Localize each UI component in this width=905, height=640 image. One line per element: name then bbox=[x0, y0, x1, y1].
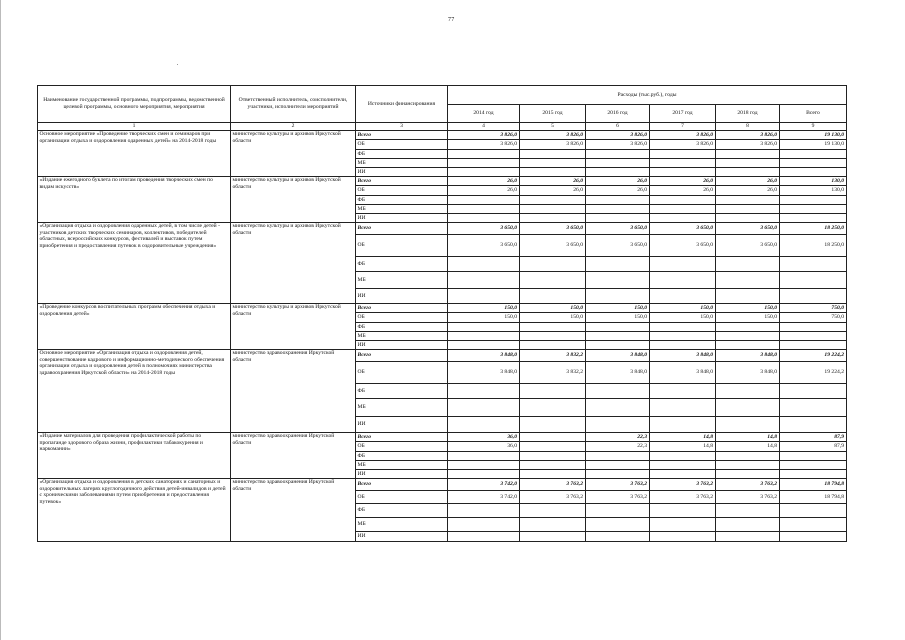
funding-source: ИИ bbox=[356, 341, 448, 350]
amount-cell bbox=[716, 272, 780, 289]
amount-cell bbox=[520, 470, 586, 479]
amount-cell bbox=[650, 384, 716, 399]
funding-source: ИИ bbox=[356, 289, 448, 304]
amount-cell: 14,8 bbox=[716, 433, 780, 442]
amount-cell: 3 826,0 bbox=[586, 131, 650, 140]
amount-cell bbox=[448, 504, 520, 518]
amount-cell: 14,8 bbox=[650, 442, 716, 452]
amount-cell: 14,8 bbox=[650, 433, 716, 442]
amount-cell bbox=[716, 214, 780, 223]
amount-cell bbox=[520, 159, 586, 168]
funding-source: ФБ bbox=[356, 452, 448, 461]
amount-cell: 26,0 bbox=[650, 186, 716, 196]
amount-cell: 150,0 bbox=[650, 304, 716, 313]
amount-cell: 3 848,0 bbox=[586, 362, 650, 384]
funding-source: МБ bbox=[356, 461, 448, 470]
amount-total-cell bbox=[780, 470, 847, 479]
amount-cell bbox=[520, 214, 586, 223]
amount-cell: 150,0 bbox=[586, 313, 650, 323]
amount-total-cell bbox=[780, 532, 847, 542]
amount-cell bbox=[520, 341, 586, 350]
amount-cell bbox=[448, 518, 520, 532]
funding-source: ОБ bbox=[356, 235, 448, 257]
measure-name: Основное мероприятие «Организация отдыха и оздоровления детей, совершенствование кадрового и информационно-методического обеспечения организации отдыха и оздоровления детей в полномочиях министерства здравоохранения Иркутской области» на 2014-2018 годы bbox=[38, 350, 231, 433]
amount-cell: 3 848,0 bbox=[650, 362, 716, 384]
amount-cell: 3 848,0 bbox=[716, 350, 780, 362]
amount-cell bbox=[586, 205, 650, 214]
amount-cell: 3 650,0 bbox=[716, 235, 780, 257]
funding-source: ОБ bbox=[356, 442, 448, 452]
amount-cell bbox=[520, 150, 586, 159]
header-year-2015: 2015 год bbox=[520, 105, 586, 123]
scan-dot bbox=[177, 64, 178, 65]
funding-source: Всего bbox=[356, 350, 448, 362]
amount-cell bbox=[448, 289, 520, 304]
amount-cell bbox=[448, 332, 520, 341]
amount-total-cell bbox=[780, 399, 847, 417]
budget-table bbox=[37, 85, 847, 542]
amount-cell bbox=[448, 272, 520, 289]
amount-cell: 3 848,0 bbox=[650, 350, 716, 362]
amount-total-cell: 750,0 bbox=[780, 313, 847, 323]
amount-cell bbox=[586, 399, 650, 417]
amount-cell: 26,0 bbox=[448, 177, 520, 186]
column-index: 3 bbox=[356, 123, 448, 131]
amount-cell: 3 650,0 bbox=[586, 223, 650, 235]
amount-cell: 3 742,0 bbox=[448, 479, 520, 491]
amount-cell bbox=[448, 214, 520, 223]
amount-cell bbox=[586, 532, 650, 542]
amount-cell: 150,0 bbox=[716, 304, 780, 313]
table-row bbox=[38, 304, 847, 313]
funding-source: ИИ bbox=[356, 168, 448, 177]
amount-cell: 3 650,0 bbox=[716, 223, 780, 235]
amount-cell bbox=[716, 452, 780, 461]
amount-cell bbox=[650, 323, 716, 332]
funding-source: ФБ bbox=[356, 196, 448, 205]
amount-total-cell bbox=[780, 214, 847, 223]
amount-total-cell: 130,0 bbox=[780, 186, 847, 196]
funding-source: Всего bbox=[356, 223, 448, 235]
amount-cell bbox=[716, 461, 780, 470]
amount-cell: 26,0 bbox=[586, 177, 650, 186]
amount-cell bbox=[650, 470, 716, 479]
amount-cell: 3 763,2 bbox=[716, 491, 780, 504]
table-row bbox=[38, 223, 847, 235]
amount-cell bbox=[650, 257, 716, 272]
amount-cell bbox=[650, 332, 716, 341]
amount-cell bbox=[716, 470, 780, 479]
funding-source: ОБ bbox=[356, 491, 448, 504]
amount-cell bbox=[716, 150, 780, 159]
amount-cell: 3 763,2 bbox=[586, 491, 650, 504]
amount-cell bbox=[520, 417, 586, 433]
column-index: 6 bbox=[586, 123, 650, 131]
amount-cell: 26,0 bbox=[586, 186, 650, 196]
measure-name: «Издание материалов для проведения профилактической работы по пропаганде здорового образа жизни, профилактики табакокурения и наркомании» bbox=[38, 433, 231, 479]
header-expenses: Расходы (тыс.руб.), годы bbox=[448, 86, 847, 105]
amount-total-cell: 18 794,8 bbox=[780, 491, 847, 504]
measure-executor: министерство культуры и архивов Иркутской области bbox=[231, 177, 356, 223]
amount-cell: 3 650,0 bbox=[586, 235, 650, 257]
funding-source: ИИ bbox=[356, 417, 448, 433]
amount-cell: 3 826,0 bbox=[586, 140, 650, 150]
amount-cell bbox=[586, 461, 650, 470]
amount-cell bbox=[650, 452, 716, 461]
amount-cell bbox=[716, 417, 780, 433]
funding-source: Всего bbox=[356, 304, 448, 313]
amount-cell bbox=[586, 323, 650, 332]
amount-cell: 150,0 bbox=[586, 304, 650, 313]
amount-cell: 3 763,2 bbox=[650, 479, 716, 491]
amount-total-cell: 750,0 bbox=[780, 304, 847, 313]
amount-total-cell bbox=[780, 168, 847, 177]
column-index: 7 bbox=[650, 123, 716, 131]
amount-total-cell bbox=[780, 289, 847, 304]
amount-cell bbox=[586, 159, 650, 168]
funding-source: МБ bbox=[356, 518, 448, 532]
amount-cell bbox=[650, 399, 716, 417]
amount-cell bbox=[716, 159, 780, 168]
amount-cell bbox=[520, 461, 586, 470]
header-year-2016: 2016 год bbox=[586, 105, 650, 123]
amount-total-cell: 19 224,2 bbox=[780, 362, 847, 384]
funding-source: Всего bbox=[356, 177, 448, 186]
measure-name: «Проведение конкурсов воспитательных программ обеспечения отдыха и оздоровления детей» bbox=[38, 304, 231, 350]
amount-total-cell bbox=[780, 205, 847, 214]
column-index: 5 bbox=[520, 123, 586, 131]
amount-cell bbox=[716, 196, 780, 205]
funding-source: ОБ bbox=[356, 313, 448, 323]
table-header bbox=[38, 86, 847, 131]
amount-cell: 26,0 bbox=[520, 186, 586, 196]
amount-cell bbox=[586, 518, 650, 532]
table-body bbox=[38, 131, 847, 542]
amount-cell bbox=[586, 332, 650, 341]
amount-total-cell bbox=[780, 504, 847, 518]
amount-total-cell: 18 250,0 bbox=[780, 223, 847, 235]
funding-source: Всего bbox=[356, 131, 448, 140]
funding-source: ОБ bbox=[356, 186, 448, 196]
amount-cell bbox=[650, 417, 716, 433]
amount-cell: 150,0 bbox=[650, 313, 716, 323]
amount-cell bbox=[586, 452, 650, 461]
amount-cell bbox=[650, 532, 716, 542]
amount-cell: 3 826,0 bbox=[520, 131, 586, 140]
amount-cell bbox=[586, 168, 650, 177]
funding-source: ИИ bbox=[356, 214, 448, 223]
amount-cell: 22,3 bbox=[586, 433, 650, 442]
amount-cell bbox=[586, 150, 650, 159]
amount-cell bbox=[716, 532, 780, 542]
measure-executor: министерство здравоохранения Иркутской области bbox=[231, 350, 356, 433]
amount-cell: 3 832,2 bbox=[520, 362, 586, 384]
amount-total-cell bbox=[780, 461, 847, 470]
funding-source: МБ bbox=[356, 159, 448, 168]
amount-cell: 3 650,0 bbox=[650, 235, 716, 257]
amount-cell bbox=[586, 196, 650, 205]
measure-name: «Организация отдыха и оздоровления одаренных детей, в том числе детей - участников детских творческих семинаров, коллективов, победителей областных, всероссийских конкурсов, фестивалей и выставок путем приобретения и предоставления путевок в оздоровительные учреждения» bbox=[38, 223, 231, 304]
funding-source: ФБ bbox=[356, 323, 448, 332]
funding-source: ФБ bbox=[356, 504, 448, 518]
measure-executor: министерство культуры и архивов Иркутской области bbox=[231, 304, 356, 350]
column-index: 1 bbox=[38, 123, 231, 131]
amount-cell bbox=[650, 159, 716, 168]
amount-cell bbox=[520, 168, 586, 177]
measure-name: «Издание ежегодного буклета по итогам проведения творческих смен по видам искусств» bbox=[38, 177, 231, 223]
amount-cell bbox=[586, 289, 650, 304]
column-index-row bbox=[38, 123, 847, 131]
amount-total-cell: 18 250,0 bbox=[780, 235, 847, 257]
amount-cell bbox=[650, 168, 716, 177]
measure-executor: министерство культуры и архивов Иркутской области bbox=[231, 131, 356, 177]
amount-total-cell bbox=[780, 341, 847, 350]
funding-source: МБ bbox=[356, 272, 448, 289]
amount-total-cell: 130,0 bbox=[780, 177, 847, 186]
measure-name: Основное мероприятие «Проведение творческих смен и семинаров при организации отдыха и оздоровления одаренных детей» на 2014-2018 годы bbox=[38, 131, 231, 177]
amount-total-cell bbox=[780, 384, 847, 399]
amount-cell bbox=[716, 323, 780, 332]
amount-cell bbox=[520, 272, 586, 289]
amount-cell: 3 848,0 bbox=[448, 362, 520, 384]
amount-cell: 22,3 bbox=[586, 442, 650, 452]
amount-cell bbox=[520, 196, 586, 205]
funding-source: ФБ bbox=[356, 257, 448, 272]
amount-cell bbox=[716, 168, 780, 177]
column-index: 8 bbox=[716, 123, 780, 131]
amount-cell bbox=[586, 470, 650, 479]
header-total: Всего bbox=[780, 105, 847, 123]
amount-total-cell bbox=[780, 159, 847, 168]
amount-cell bbox=[448, 205, 520, 214]
amount-cell bbox=[650, 461, 716, 470]
amount-cell bbox=[650, 272, 716, 289]
amount-cell bbox=[448, 399, 520, 417]
amount-cell bbox=[448, 470, 520, 479]
amount-cell: 150,0 bbox=[520, 304, 586, 313]
amount-cell bbox=[520, 399, 586, 417]
amount-cell bbox=[650, 518, 716, 532]
funding-source: МБ bbox=[356, 332, 448, 341]
amount-cell: 150,0 bbox=[448, 313, 520, 323]
table-row bbox=[38, 433, 847, 442]
amount-cell: 26,0 bbox=[520, 177, 586, 186]
table-row bbox=[38, 479, 847, 491]
amount-total-cell bbox=[780, 257, 847, 272]
amount-total-cell bbox=[780, 452, 847, 461]
amount-cell: 3 826,0 bbox=[650, 140, 716, 150]
amount-cell: 3 826,0 bbox=[448, 131, 520, 140]
funding-source: ИИ bbox=[356, 470, 448, 479]
amount-cell bbox=[448, 168, 520, 177]
amount-cell: 3 763,2 bbox=[650, 491, 716, 504]
amount-cell: 3 763,2 bbox=[520, 479, 586, 491]
measure-executor: министерство здравоохранения Иркутской области bbox=[231, 479, 356, 542]
amount-cell bbox=[650, 214, 716, 223]
amount-cell bbox=[586, 214, 650, 223]
amount-cell: 26,0 bbox=[716, 186, 780, 196]
amount-cell bbox=[520, 257, 586, 272]
amount-cell: 26,0 bbox=[716, 177, 780, 186]
funding-source: ФБ bbox=[356, 150, 448, 159]
amount-cell bbox=[520, 504, 586, 518]
funding-source: ОБ bbox=[356, 362, 448, 384]
amount-cell bbox=[448, 452, 520, 461]
amount-cell bbox=[716, 384, 780, 399]
amount-cell: 3 763,2 bbox=[586, 479, 650, 491]
funding-source: Всего bbox=[356, 433, 448, 442]
funding-source: ИИ bbox=[356, 532, 448, 542]
amount-cell: 3 832,2 bbox=[520, 350, 586, 362]
amount-cell: 3 742,0 bbox=[448, 491, 520, 504]
amount-cell: 3 826,0 bbox=[650, 131, 716, 140]
funding-source: МБ bbox=[356, 399, 448, 417]
table-row bbox=[38, 177, 847, 186]
amount-cell bbox=[448, 532, 520, 542]
measure-executor: министерство здравоохранения Иркутской области bbox=[231, 433, 356, 479]
amount-cell bbox=[448, 196, 520, 205]
amount-cell: 3 650,0 bbox=[448, 235, 520, 257]
column-index: 4 bbox=[448, 123, 520, 131]
funding-source: МБ bbox=[356, 205, 448, 214]
scan-edge bbox=[0, 0, 1, 640]
amount-cell bbox=[448, 150, 520, 159]
amount-cell: 3 763,2 bbox=[520, 491, 586, 504]
amount-total-cell bbox=[780, 323, 847, 332]
header-executor: Ответственный исполнитель, соисполнители, участники, исполнители мероприятий bbox=[231, 86, 356, 123]
header-source: Источники финансирования bbox=[356, 86, 448, 123]
amount-total-cell bbox=[780, 272, 847, 289]
table-row bbox=[38, 131, 847, 140]
amount-cell bbox=[520, 532, 586, 542]
measure-name: «Организация отдыха и оздоровления в детских санаториях и санаторных и оздоровительных лагерях круглогодичного действия детей-инвалидов и детей с хроническими заболеваниями путем приобретения и предоставления путевок» bbox=[38, 479, 231, 542]
amount-cell bbox=[586, 384, 650, 399]
amount-cell bbox=[448, 384, 520, 399]
amount-cell bbox=[716, 289, 780, 304]
amount-cell bbox=[716, 341, 780, 350]
amount-cell bbox=[650, 150, 716, 159]
amount-total-cell: 18 794,8 bbox=[780, 479, 847, 491]
amount-cell bbox=[650, 196, 716, 205]
amount-cell: 150,0 bbox=[448, 304, 520, 313]
amount-cell bbox=[716, 332, 780, 341]
amount-cell bbox=[520, 433, 586, 442]
measure-executor: министерство культуры и архивов Иркутской области bbox=[231, 223, 356, 304]
amount-cell bbox=[448, 341, 520, 350]
amount-cell bbox=[586, 341, 650, 350]
amount-cell bbox=[586, 257, 650, 272]
amount-cell: 3 848,0 bbox=[586, 350, 650, 362]
funding-source: ОБ bbox=[356, 140, 448, 150]
amount-total-cell: 87,9 bbox=[780, 442, 847, 452]
amount-cell bbox=[520, 384, 586, 399]
amount-cell bbox=[520, 205, 586, 214]
table-row bbox=[38, 350, 847, 362]
amount-cell: 3 650,0 bbox=[520, 223, 586, 235]
header-year-2014: 2014 год bbox=[448, 105, 520, 123]
amount-cell bbox=[520, 442, 586, 452]
amount-cell bbox=[520, 518, 586, 532]
amount-cell bbox=[448, 257, 520, 272]
amount-cell: 3 826,0 bbox=[716, 131, 780, 140]
header-year-2017: 2017 год bbox=[650, 105, 716, 123]
amount-cell: 36,0 bbox=[448, 433, 520, 442]
amount-total-cell: 19 130,0 bbox=[780, 131, 847, 140]
amount-cell bbox=[448, 159, 520, 168]
amount-cell: 150,0 bbox=[716, 313, 780, 323]
amount-cell: 3 826,0 bbox=[716, 140, 780, 150]
column-index: 2 bbox=[231, 123, 356, 131]
amount-cell: 150,0 bbox=[520, 313, 586, 323]
funding-source: ФБ bbox=[356, 384, 448, 399]
amount-cell: 3 763,2 bbox=[716, 479, 780, 491]
amount-cell bbox=[716, 205, 780, 214]
amount-cell: 3 848,0 bbox=[448, 350, 520, 362]
amount-cell: 3 650,0 bbox=[448, 223, 520, 235]
amount-cell bbox=[520, 323, 586, 332]
amount-cell bbox=[650, 341, 716, 350]
amount-cell: 36,0 bbox=[448, 442, 520, 452]
amount-cell bbox=[520, 452, 586, 461]
amount-cell: 14,8 bbox=[716, 442, 780, 452]
amount-cell bbox=[586, 417, 650, 433]
amount-cell: 3 848,0 bbox=[716, 362, 780, 384]
amount-total-cell bbox=[780, 417, 847, 433]
amount-cell bbox=[448, 417, 520, 433]
amount-cell bbox=[650, 205, 716, 214]
amount-cell bbox=[448, 323, 520, 332]
funding-source: Всего bbox=[356, 479, 448, 491]
amount-cell: 3 826,0 bbox=[448, 140, 520, 150]
amount-cell bbox=[448, 461, 520, 470]
amount-total-cell bbox=[780, 150, 847, 159]
header-name: Наименование государственной программы, подпрограммы, ведомственной целевой программы, основного мероприятия, мероприятия bbox=[38, 86, 231, 123]
header-year-2018: 2018 год bbox=[716, 105, 780, 123]
amount-cell bbox=[650, 289, 716, 304]
amount-total-cell bbox=[780, 332, 847, 341]
amount-cell: 26,0 bbox=[448, 186, 520, 196]
column-index: 9 bbox=[780, 123, 847, 131]
amount-total-cell: 87,9 bbox=[780, 433, 847, 442]
amount-cell bbox=[716, 257, 780, 272]
amount-cell bbox=[716, 518, 780, 532]
amount-cell: 3 826,0 bbox=[520, 140, 586, 150]
amount-cell: 3 650,0 bbox=[650, 223, 716, 235]
amount-total-cell: 19 130,0 bbox=[780, 140, 847, 150]
amount-cell bbox=[586, 272, 650, 289]
budget-table-wrapper bbox=[37, 85, 847, 542]
page-number: 77 bbox=[448, 17, 455, 23]
amount-cell bbox=[520, 332, 586, 341]
amount-cell bbox=[586, 504, 650, 518]
amount-cell bbox=[716, 399, 780, 417]
amount-cell: 3 650,0 bbox=[520, 235, 586, 257]
amount-total-cell bbox=[780, 196, 847, 205]
amount-cell bbox=[716, 504, 780, 518]
amount-cell bbox=[520, 289, 586, 304]
amount-cell bbox=[650, 504, 716, 518]
amount-cell: 26,0 bbox=[650, 177, 716, 186]
amount-total-cell: 19 224,2 bbox=[780, 350, 847, 362]
amount-total-cell bbox=[780, 518, 847, 532]
